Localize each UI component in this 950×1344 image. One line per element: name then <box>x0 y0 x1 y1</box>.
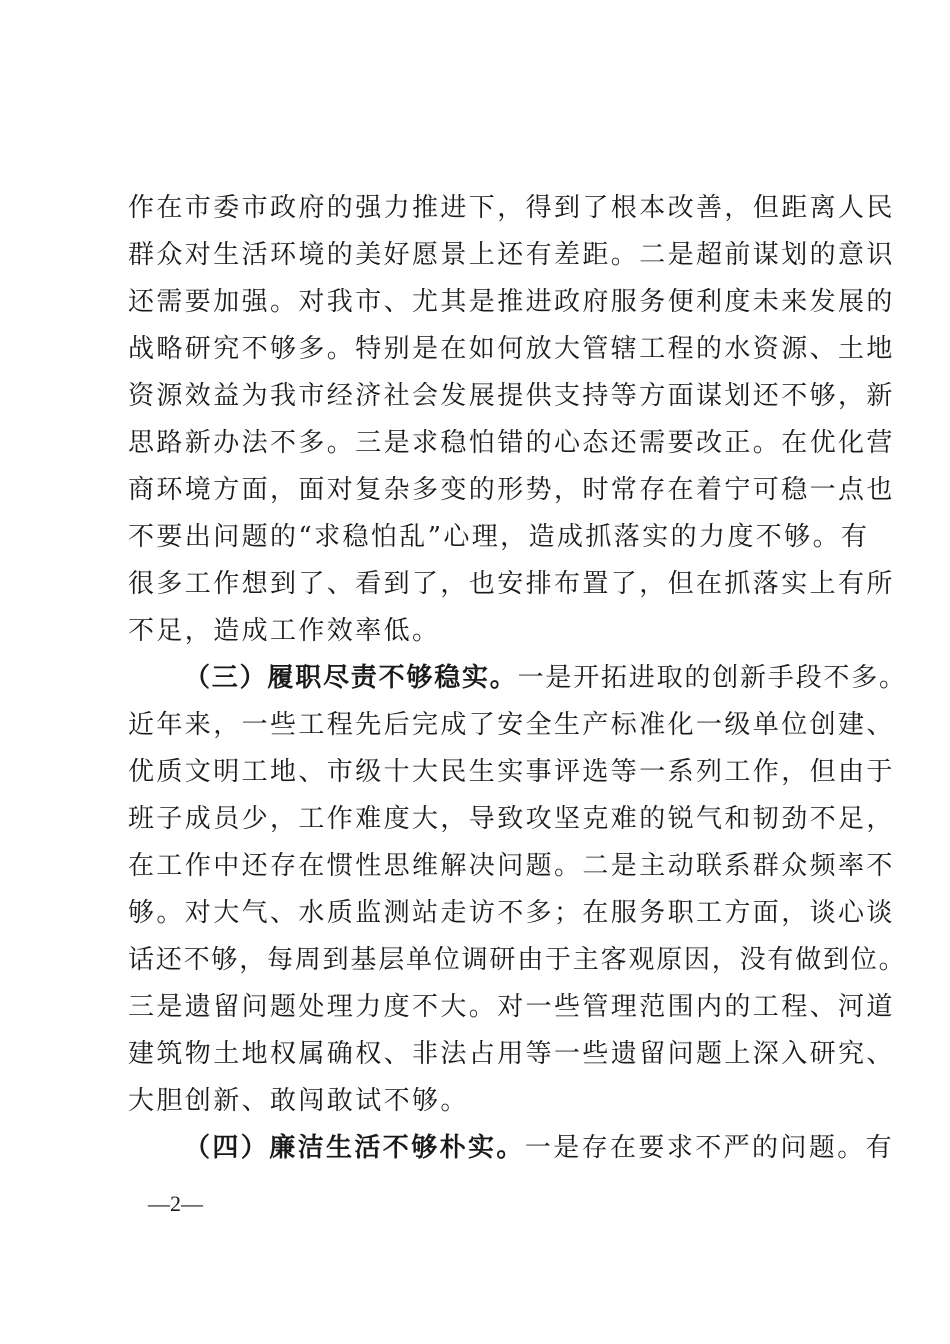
text-line: 不要出问题的“求稳怕乱”心理，造成抓落实的力度不够。有 <box>128 522 870 552</box>
text-line: 还需要加强。对我市、尤其是推进政府服务便利度未来发展的 <box>128 287 895 317</box>
text-line: 思路新办法不多。三是求稳怕错的心态还需要改正。在优化营 <box>128 428 895 458</box>
text-line: 商环境方面，面对复杂多变的形势，时常存在着宁可稳一点也 <box>128 475 895 505</box>
text-line: 群众对生活环境的美好愿景上还有差距。二是超前谋划的意识 <box>128 240 895 270</box>
text-line: 大胆创新、敢闯敢试不够。 <box>128 1086 469 1116</box>
text-run: 一是存在要求不严的问题。有 <box>524 1133 895 1163</box>
section-heading-line <box>184 1133 895 1163</box>
text-line: 班子成员少，工作难度大，导致攻坚克难的锐气和韧劲不足， <box>128 804 895 834</box>
text-line: 够。对大气、水质监测站走访不多；在服务职工方面，谈心谈 <box>128 898 895 928</box>
page-number: —2— <box>148 1191 203 1216</box>
text-line: 不足，造成工作效率低。 <box>128 616 441 646</box>
text-run: 一是开拓进取的创新手段不多。 <box>517 663 907 693</box>
text-line: 战略研究不够多。特别是在如何放大管辖工程的水资源、土地 <box>128 334 895 364</box>
section-heading: （四）廉洁生活不够朴实。 <box>184 1133 525 1163</box>
section-heading-line <box>184 663 907 693</box>
text-line: 优质文明工地、市级十大民生实事评选等一系列工作，但由于 <box>128 757 895 787</box>
text-line: 话还不够，每周到基层单位调研由于主客观原因，没有做到位。 <box>128 945 907 975</box>
text-line: 资源效益为我市经济社会发展提供支持等方面谋划还不够，新 <box>128 381 895 411</box>
text-line: 很多工作想到了、看到了，也安排布置了，但在抓落实上有所 <box>128 569 895 599</box>
text-line: 近年来，一些工程先后完成了安全生产标准化一级单位创建、 <box>128 710 895 740</box>
text-line: 作在市委市政府的强力推进下，得到了根本改善，但距离人民 <box>128 193 895 223</box>
text-line: 建筑物土地权属确权、非法占用等一些遗留问题上深入研究、 <box>128 1039 895 1069</box>
text-line: 三是遗留问题处理力度不大。对一些管理范围内的工程、河道 <box>128 992 895 1022</box>
section-heading: （三）履职尽责不够稳实。 <box>184 663 518 693</box>
text-line: 在工作中还存在惯性思维解决问题。二是主动联系群众频率不 <box>128 851 895 881</box>
